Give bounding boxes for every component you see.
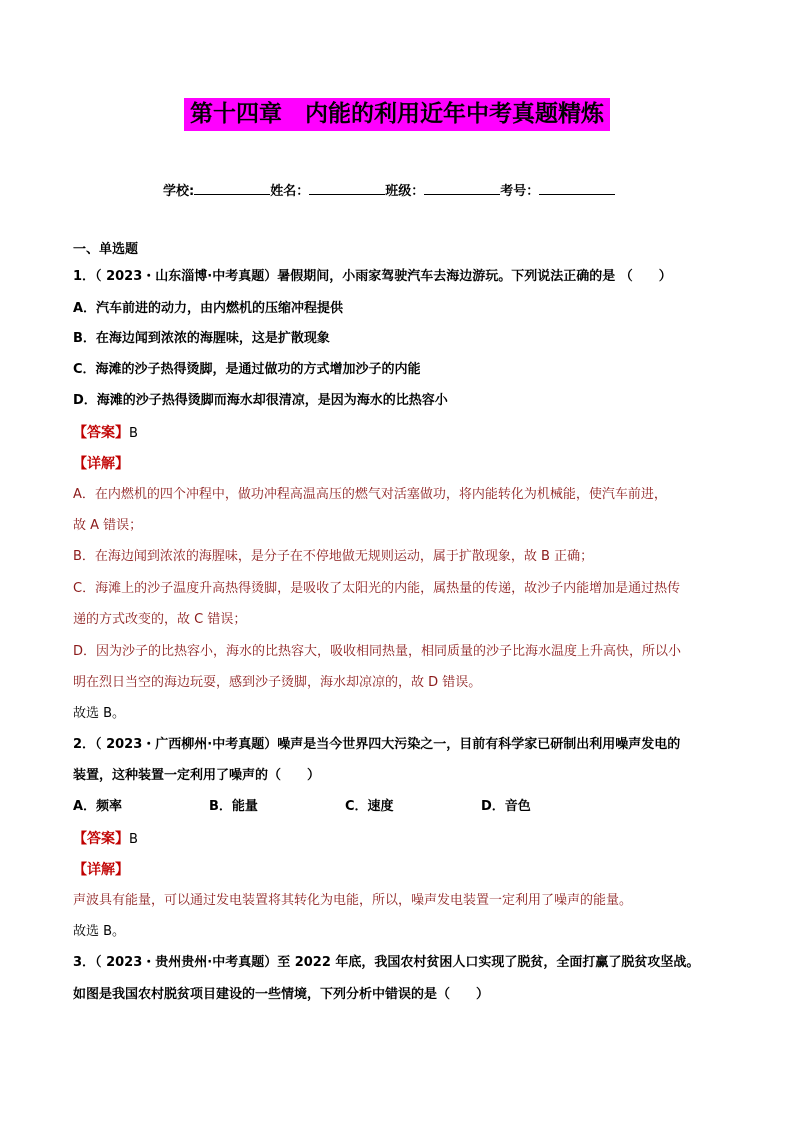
q1-option-b: B．在海边闻到浓浓的海腥味，这是扩散现象 (73, 331, 330, 346)
q1-detail-label: 【详解】 (73, 456, 129, 472)
q3-stem-line: 如图是我国农村脱贫项目建设的一些情境，下列分析中错误的是（ ） (73, 987, 490, 1002)
q1-explanation-line: 递的方式改变的，故 C 错误； (73, 612, 247, 627)
exam-no-blank[interactable] (539, 182, 615, 195)
q2-stem-line: 装置，这种装置一定利用了噪声的（ ） (73, 768, 321, 783)
q2-option-a: A．频率 (73, 799, 123, 814)
q1-explanation-line: A．在内燃机的四个冲程中，做功冲程高温高压的燃气对活塞做功，将内能转化为机械能，使汽车前进， (73, 487, 667, 502)
q1-answer-value: B (129, 426, 138, 441)
q2-answer-value: B (129, 832, 138, 847)
exam-no-label: 考号： (500, 184, 540, 199)
q2-option-c: C．速度 (345, 799, 394, 814)
q2-conclusion: 故选 B。 (73, 924, 126, 939)
q2-option-d: D．音色 (481, 799, 531, 814)
q1-answer-label: 【答案】 (73, 425, 129, 441)
q1-option-c: C．海滩的沙子热得烫脚，是通过做功的方式增加沙子的内能 (73, 362, 421, 377)
q1-explanation-line: D．因为沙子的比热容小，海水的比热容大，吸收相同热量，相同质量的沙子比海水温度上升高快，所以小 (73, 644, 682, 659)
title-container (0, 98, 794, 131)
section-heading: 一、单选题 (73, 242, 139, 257)
q3-stem-line: 3．（ 2023・贵州贵州·中考真题）至 2022 年底，我国农村贫困人口实现了脱贫，全面打赢了脱贫攻坚战。 (73, 955, 700, 970)
q2-detail-label: 【详解】 (73, 862, 129, 878)
q1-explanation-line: B．在海边闻到浓浓的海腥味，是分子在不停地做无规则运动，属于扩散现象，故 B 正确； (73, 549, 594, 564)
q1-explanation-line: 明在烈日当空的海边玩耍，感到沙子烫脚，海水却凉凉的，故 D 错误。 (73, 675, 482, 690)
q2-explanation: 声波具有能量，可以通过发电装置将其转化为电能，所以，噪声发电装置一定利用了噪声的能量。 (73, 893, 633, 908)
q2-stem-line: 2．（ 2023・广西柳州·中考真题）噪声是当今世界四大污染之一，目前有科学家已研制出利用噪声发电的 (73, 737, 681, 752)
name-blank[interactable] (309, 182, 385, 195)
q1-option-d: D．海滩的沙子热得烫脚而海水却很清凉，是因为海水的比热容小 (73, 393, 448, 408)
school-blank[interactable] (194, 182, 270, 195)
q1-explanation-line: C．海滩上的沙子温度升高热得烫脚，是吸收了太阳光的内能，属热量的传递，故沙子内能增加是通过热传 (73, 581, 681, 596)
q2-options (73, 798, 617, 816)
school-label: 学校: (163, 184, 195, 199)
page-title: 第十四章 内能的利用近年中考真题精炼 (184, 98, 610, 131)
q2-option-b: B．能量 (209, 799, 258, 814)
class-blank[interactable] (424, 182, 500, 195)
class-label: 班级： (385, 184, 425, 199)
q2-answer-label: 【答案】 (73, 831, 129, 847)
student-info-line (163, 180, 615, 199)
q1-answer (73, 424, 138, 443)
q1-option-a: A．汽车前进的动力，由内燃机的压缩冲程提供 (73, 301, 344, 316)
q2-answer (73, 830, 138, 849)
q1-stem: 1．（ 2023・山东淄博·中考真题）暑假期间，小雨家驾驶汽车去海边游玩。下列说法正确的是 （ ） (73, 269, 672, 284)
q1-conclusion: 故选 B。 (73, 706, 126, 721)
name-label: 姓名： (270, 184, 310, 199)
q1-explanation-line: 故 A 错误； (73, 518, 143, 533)
